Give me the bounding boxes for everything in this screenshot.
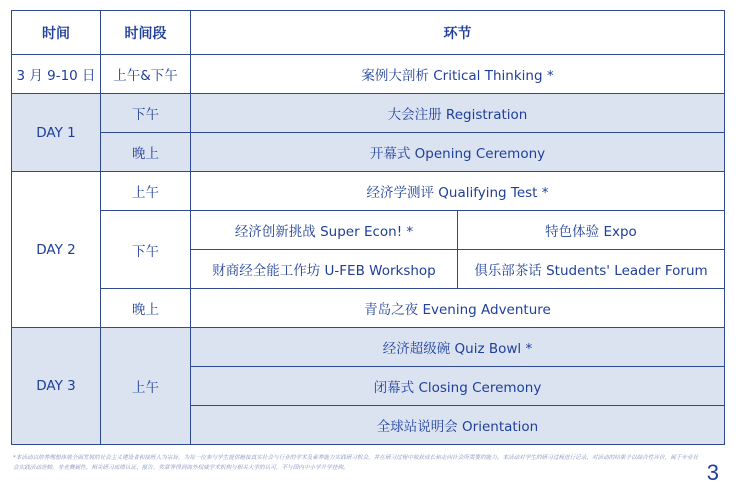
day1-afternoon-session: 大会注册 Registration: [191, 94, 725, 133]
day3-session: 经济超级碗 Quiz Bowl *: [191, 328, 725, 367]
header-time: 时间: [12, 11, 101, 55]
day1-label: DAY 1: [12, 94, 101, 172]
day2-afternoon-session: 经济创新挑战 Super Econ! *: [191, 211, 458, 250]
day3-session: 全球站说明会 Orientation: [191, 406, 725, 445]
pre-session: 案例大剖析 Critical Thinking *: [191, 55, 725, 94]
table-row: [12, 133, 725, 172]
day2-afternoon-session: 特色体验 Expo: [458, 211, 725, 250]
pre-period: 上午&下午: [101, 55, 191, 94]
day2-evening-session: 青岛之夜 Evening Adventure: [191, 289, 725, 328]
day2-label: DAY 2: [12, 172, 101, 328]
day1-evening-period: 晚上: [101, 133, 191, 172]
header-period: 时间段: [101, 11, 191, 55]
page-number: 3: [706, 460, 719, 485]
footnote: *本活动以培养理想体展全面发展的社会主义建设者和接班人为宗旨，为每一位参与学生提供链接真实社会与行业的学术及素养能力实践研习机会，并在研习过程中收获成长和走向社会所需要的能力。本活动对学生的研习过程进行记录，对活动的结果予以综合性评价，属于专业社会实践活动范畴，非竞赛属性。相关研习成绩认证、报告、奖章等得到海外权威学术机构与相关大学的认可，不与国内中小学升学挂钩。: [13, 455, 699, 471]
table-row: [12, 94, 725, 133]
day3-session: 闭幕式 Closing Ceremony: [191, 367, 725, 406]
day2-afternoon-session: 俱乐部茶话 Students' Leader Forum: [458, 250, 725, 289]
table-row: [12, 55, 725, 94]
day2-morning-period: 上午: [101, 172, 191, 211]
header-row: [12, 11, 725, 55]
header-session: 环节: [191, 11, 725, 55]
day3-label: DAY 3: [12, 328, 101, 445]
day2-afternoon-period: 下午: [101, 211, 191, 289]
table-row: [12, 328, 725, 367]
schedule-table: [11, 10, 725, 445]
table-row: [12, 289, 725, 328]
table-row: [12, 211, 725, 250]
day2-evening-period: 晚上: [101, 289, 191, 328]
day1-afternoon-period: 下午: [101, 94, 191, 133]
day3-period: 上午: [101, 328, 191, 445]
table-row: [12, 172, 725, 211]
day2-afternoon-session: 财商经全能工作坊 U-FEB Workshop: [191, 250, 458, 289]
day2-morning-session: 经济学测评 Qualifying Test *: [191, 172, 725, 211]
pre-time: 3 月 9-10 日: [12, 55, 101, 94]
day1-evening-session: 开幕式 Opening Ceremony: [191, 133, 725, 172]
